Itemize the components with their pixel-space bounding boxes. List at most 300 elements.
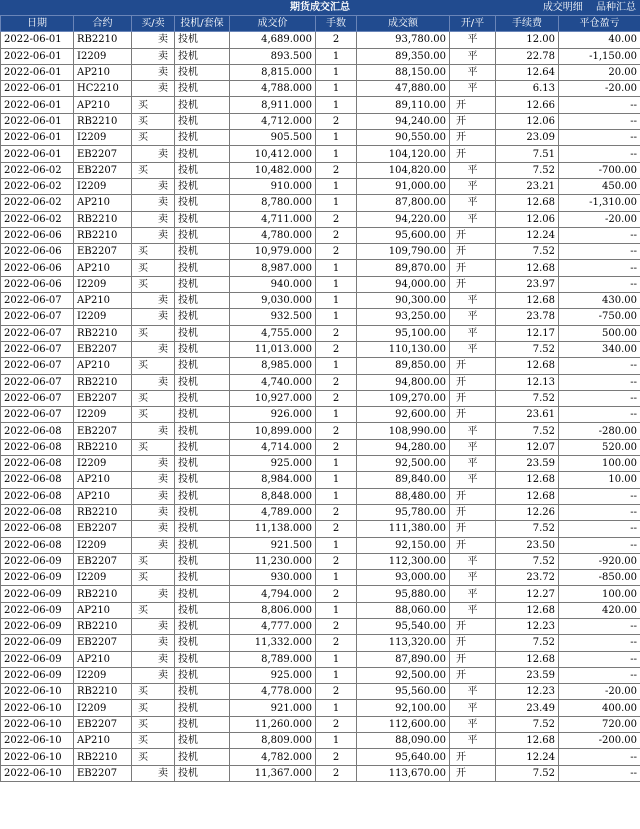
open-close-cell: 平 xyxy=(450,293,496,309)
date-cell: 2022-06-09 xyxy=(1,667,74,683)
open-close-cell: 平 xyxy=(450,325,496,341)
amount-cell: 88,060.00 xyxy=(357,602,450,618)
hedge-cell: 投机 xyxy=(175,749,230,765)
price-cell: 4,794.000 xyxy=(230,586,316,602)
amount-cell: 104,120.00 xyxy=(357,146,450,162)
fee-cell: 12.64 xyxy=(496,64,559,80)
col-amount[interactable]: 成交额 xyxy=(357,16,450,32)
lots-cell: 1 xyxy=(316,276,357,292)
price-cell: 905.500 xyxy=(230,130,316,146)
date-cell: 2022-06-01 xyxy=(1,32,74,48)
amount-cell: 93,000.00 xyxy=(357,570,450,586)
lots-cell: 1 xyxy=(316,667,357,683)
direction-cell: 买 xyxy=(132,553,175,569)
table-row[interactable] xyxy=(1,456,640,472)
table-row[interactable] xyxy=(1,537,640,553)
lots-cell: 2 xyxy=(316,553,357,569)
open-close-cell: 平 xyxy=(450,32,496,48)
lots-cell: 2 xyxy=(316,325,357,341)
contract-cell: I2209 xyxy=(74,537,132,553)
product-summary-link[interactable]: 品种汇总 xyxy=(596,2,636,13)
hedge-cell: 投机 xyxy=(175,553,230,569)
hedge-cell: 投机 xyxy=(175,227,230,243)
col-direction[interactable]: 买/卖 xyxy=(132,16,175,32)
col-price[interactable]: 成交价 xyxy=(230,16,316,32)
table-row[interactable] xyxy=(1,260,640,276)
pnl-cell: -- xyxy=(559,635,640,651)
table-row[interactable] xyxy=(1,374,640,390)
direction-cell: 卖 xyxy=(132,537,175,553)
hedge-cell: 投机 xyxy=(175,488,230,504)
contract-cell: I2209 xyxy=(74,309,132,325)
direction-cell: 买 xyxy=(132,130,175,146)
contract-cell: AP210 xyxy=(74,358,132,374)
contract-cell: I2209 xyxy=(74,570,132,586)
table-row[interactable] xyxy=(1,81,640,97)
price-cell: 11,260.000 xyxy=(230,716,316,732)
pnl-cell: 40.00 xyxy=(559,32,640,48)
date-cell: 2022-06-07 xyxy=(1,358,74,374)
open-close-cell: 平 xyxy=(450,456,496,472)
hedge-cell: 投机 xyxy=(175,97,230,113)
direction-cell: 卖 xyxy=(132,521,175,537)
hedge-cell: 投机 xyxy=(175,211,230,227)
col-date[interactable]: 日期 xyxy=(1,16,74,32)
pnl-cell: -- xyxy=(559,765,640,781)
open-close-cell: 平 xyxy=(450,211,496,227)
direction-cell: 卖 xyxy=(132,195,175,211)
price-cell: 10,412.000 xyxy=(230,146,316,162)
table-row[interactable] xyxy=(1,146,640,162)
direction-cell: 卖 xyxy=(132,146,175,162)
fee-cell: 23.50 xyxy=(496,537,559,553)
table-row[interactable] xyxy=(1,716,640,732)
hedge-cell: 投机 xyxy=(175,341,230,357)
direction-cell: 卖 xyxy=(132,293,175,309)
price-cell: 4,789.000 xyxy=(230,504,316,520)
date-cell: 2022-06-08 xyxy=(1,488,74,504)
open-close-cell: 开 xyxy=(450,651,496,667)
contract-cell: RB2210 xyxy=(74,32,132,48)
direction-cell: 卖 xyxy=(132,81,175,97)
col-contract[interactable]: 合约 xyxy=(74,16,132,32)
open-close-cell: 开 xyxy=(450,488,496,504)
hedge-cell: 投机 xyxy=(175,684,230,700)
open-close-cell: 开 xyxy=(450,504,496,520)
amount-cell: 87,890.00 xyxy=(357,651,450,667)
amount-cell: 89,110.00 xyxy=(357,97,450,113)
table-row[interactable] xyxy=(1,651,640,667)
open-close-cell: 开 xyxy=(450,130,496,146)
table-row[interactable] xyxy=(1,667,640,683)
contract-cell: RB2210 xyxy=(74,325,132,341)
amount-cell: 90,550.00 xyxy=(357,130,450,146)
contract-cell: HC2210 xyxy=(74,81,132,97)
pnl-cell: -- xyxy=(559,504,640,520)
fee-cell: 12.68 xyxy=(496,733,559,749)
table-row[interactable] xyxy=(1,32,640,48)
contract-cell: AP210 xyxy=(74,602,132,618)
table-row[interactable] xyxy=(1,113,640,129)
table-row[interactable] xyxy=(1,195,640,211)
price-cell: 4,711.000 xyxy=(230,211,316,227)
table-row[interactable] xyxy=(1,749,640,765)
lots-cell: 1 xyxy=(316,130,357,146)
table-row[interactable] xyxy=(1,504,640,520)
lots-cell: 2 xyxy=(316,244,357,260)
contract-cell: AP210 xyxy=(74,651,132,667)
date-cell: 2022-06-07 xyxy=(1,374,74,390)
hedge-cell: 投机 xyxy=(175,130,230,146)
open-close-cell: 平 xyxy=(450,733,496,749)
price-cell: 11,332.000 xyxy=(230,635,316,651)
open-close-cell: 平 xyxy=(450,341,496,357)
lots-cell: 2 xyxy=(316,504,357,520)
price-cell: 4,788.000 xyxy=(230,81,316,97)
pnl-cell: -- xyxy=(559,537,640,553)
amount-cell: 88,090.00 xyxy=(357,733,450,749)
date-cell: 2022-06-01 xyxy=(1,81,74,97)
direction-cell: 买 xyxy=(132,602,175,618)
price-cell: 10,899.000 xyxy=(230,423,316,439)
table-row[interactable] xyxy=(1,309,640,325)
amount-cell: 109,790.00 xyxy=(357,244,450,260)
hedge-cell: 投机 xyxy=(175,667,230,683)
pnl-cell: -700.00 xyxy=(559,162,640,178)
hedge-cell: 投机 xyxy=(175,521,230,537)
date-cell: 2022-06-02 xyxy=(1,178,74,194)
direction-cell: 卖 xyxy=(132,504,175,520)
amount-cell: 92,100.00 xyxy=(357,700,450,716)
contract-cell: I2209 xyxy=(74,456,132,472)
contract-cell: RB2210 xyxy=(74,227,132,243)
contract-cell: EB2207 xyxy=(74,146,132,162)
direction-cell: 买 xyxy=(132,700,175,716)
date-cell: 2022-06-08 xyxy=(1,456,74,472)
title-bar xyxy=(0,0,640,15)
table-row[interactable] xyxy=(1,733,640,749)
fee-cell: 7.52 xyxy=(496,162,559,178)
open-close-cell: 开 xyxy=(450,521,496,537)
table-row[interactable] xyxy=(1,472,640,488)
lots-cell: 2 xyxy=(316,765,357,781)
amount-cell: 108,990.00 xyxy=(357,423,450,439)
col-open-close[interactable]: 开/平 xyxy=(450,16,496,32)
open-close-cell: 平 xyxy=(450,48,496,64)
pnl-cell: -- xyxy=(559,618,640,634)
direction-cell: 卖 xyxy=(132,651,175,667)
table-row[interactable] xyxy=(1,48,640,64)
table-row[interactable] xyxy=(1,423,640,439)
pnl-cell: -920.00 xyxy=(559,553,640,569)
lots-cell: 1 xyxy=(316,293,357,309)
contract-cell: AP210 xyxy=(74,488,132,504)
pnl-cell: -- xyxy=(559,651,640,667)
hedge-cell: 投机 xyxy=(175,162,230,178)
direction-cell: 卖 xyxy=(132,765,175,781)
open-close-cell: 开 xyxy=(450,765,496,781)
price-cell: 8,985.000 xyxy=(230,358,316,374)
fee-cell: 12.68 xyxy=(496,195,559,211)
price-cell: 4,778.000 xyxy=(230,684,316,700)
direction-cell: 买 xyxy=(132,407,175,423)
amount-cell: 89,850.00 xyxy=(357,358,450,374)
table-row[interactable] xyxy=(1,244,640,260)
contract-cell: I2209 xyxy=(74,48,132,64)
lots-cell: 2 xyxy=(316,749,357,765)
contract-cell: EB2207 xyxy=(74,635,132,651)
pnl-cell: 720.00 xyxy=(559,716,640,732)
contract-cell: RB2210 xyxy=(74,113,132,129)
table-row[interactable] xyxy=(1,341,640,357)
amount-cell: 92,500.00 xyxy=(357,667,450,683)
fee-cell: 7.52 xyxy=(496,765,559,781)
table-row[interactable] xyxy=(1,765,640,781)
direction-cell: 卖 xyxy=(132,227,175,243)
table-row[interactable] xyxy=(1,293,640,309)
hedge-cell: 投机 xyxy=(175,716,230,732)
lots-cell: 1 xyxy=(316,260,357,276)
direction-cell: 买 xyxy=(132,358,175,374)
hedge-cell: 投机 xyxy=(175,651,230,667)
fee-cell: 12.13 xyxy=(496,374,559,390)
amount-cell: 113,670.00 xyxy=(357,765,450,781)
table-row[interactable] xyxy=(1,570,640,586)
table-row[interactable] xyxy=(1,178,640,194)
pnl-cell: 400.00 xyxy=(559,700,640,716)
date-cell: 2022-06-02 xyxy=(1,195,74,211)
direction-cell: 卖 xyxy=(132,211,175,227)
amount-cell: 47,880.00 xyxy=(357,81,450,97)
pnl-cell: -850.00 xyxy=(559,570,640,586)
open-close-cell: 开 xyxy=(450,390,496,406)
fee-cell: 7.52 xyxy=(496,390,559,406)
open-close-cell: 平 xyxy=(450,716,496,732)
hedge-cell: 投机 xyxy=(175,64,230,80)
amount-cell: 112,600.00 xyxy=(357,716,450,732)
pnl-cell: 520.00 xyxy=(559,439,640,455)
contract-cell: RB2210 xyxy=(74,684,132,700)
open-close-cell: 开 xyxy=(450,749,496,765)
pnl-cell: 10.00 xyxy=(559,472,640,488)
lots-cell: 2 xyxy=(316,618,357,634)
amount-cell: 95,100.00 xyxy=(357,325,450,341)
hedge-cell: 投机 xyxy=(175,260,230,276)
price-cell: 8,987.000 xyxy=(230,260,316,276)
amount-cell: 94,240.00 xyxy=(357,113,450,129)
hedge-cell: 投机 xyxy=(175,618,230,634)
col-hedge-type[interactable]: 投机/套保 xyxy=(175,16,230,32)
price-cell: 8,848.000 xyxy=(230,488,316,504)
table-row[interactable] xyxy=(1,358,640,374)
amount-cell: 95,780.00 xyxy=(357,504,450,520)
contract-cell: EB2207 xyxy=(74,162,132,178)
amount-cell: 89,870.00 xyxy=(357,260,450,276)
direction-cell: 卖 xyxy=(132,178,175,194)
contract-cell: RB2210 xyxy=(74,504,132,520)
fee-cell: 12.68 xyxy=(496,358,559,374)
contract-cell: I2209 xyxy=(74,667,132,683)
date-cell: 2022-06-01 xyxy=(1,146,74,162)
contract-cell: RB2210 xyxy=(74,586,132,602)
table-row[interactable] xyxy=(1,325,640,341)
table-row[interactable] xyxy=(1,390,640,406)
table-row[interactable] xyxy=(1,227,640,243)
table-row[interactable] xyxy=(1,684,640,700)
fee-cell: 7.52 xyxy=(496,341,559,357)
direction-cell: 买 xyxy=(132,749,175,765)
fee-cell: 12.68 xyxy=(496,472,559,488)
lots-cell: 2 xyxy=(316,684,357,700)
col-fee[interactable]: 手续费 xyxy=(496,16,559,32)
pnl-cell: -- xyxy=(559,130,640,146)
hedge-cell: 投机 xyxy=(175,325,230,341)
hedge-cell: 投机 xyxy=(175,178,230,194)
pnl-cell: -- xyxy=(559,374,640,390)
open-close-cell: 平 xyxy=(450,195,496,211)
amount-cell: 110,130.00 xyxy=(357,341,450,357)
amount-cell: 92,600.00 xyxy=(357,407,450,423)
hedge-cell: 投机 xyxy=(175,635,230,651)
hedge-cell: 投机 xyxy=(175,276,230,292)
hedge-cell: 投机 xyxy=(175,765,230,781)
direction-cell: 卖 xyxy=(132,618,175,634)
col-pnl[interactable]: 平仓盈亏 xyxy=(559,16,640,32)
lots-cell: 2 xyxy=(316,113,357,129)
fee-cell: 6.13 xyxy=(496,81,559,97)
pnl-cell: -- xyxy=(559,227,640,243)
price-cell: 8,984.000 xyxy=(230,472,316,488)
table-row[interactable] xyxy=(1,211,640,227)
fee-cell: 12.66 xyxy=(496,97,559,113)
contract-cell: RB2210 xyxy=(74,618,132,634)
amount-cell: 95,560.00 xyxy=(357,684,450,700)
fee-cell: 12.68 xyxy=(496,260,559,276)
price-cell: 8,780.000 xyxy=(230,195,316,211)
amount-cell: 90,300.00 xyxy=(357,293,450,309)
fee-cell: 23.78 xyxy=(496,309,559,325)
price-cell: 11,138.000 xyxy=(230,521,316,537)
fee-cell: 12.68 xyxy=(496,602,559,618)
direction-cell: 卖 xyxy=(132,456,175,472)
price-cell: 8,911.000 xyxy=(230,97,316,113)
lots-cell: 1 xyxy=(316,97,357,113)
trade-summary-table xyxy=(0,15,640,782)
date-cell: 2022-06-07 xyxy=(1,293,74,309)
pnl-cell: -- xyxy=(559,488,640,504)
open-close-cell: 平 xyxy=(450,439,496,455)
date-cell: 2022-06-10 xyxy=(1,716,74,732)
contract-cell: AP210 xyxy=(74,97,132,113)
contract-cell: I2209 xyxy=(74,178,132,194)
date-cell: 2022-06-10 xyxy=(1,765,74,781)
pnl-cell: -20.00 xyxy=(559,81,640,97)
table-row[interactable] xyxy=(1,700,640,716)
fee-cell: 12.24 xyxy=(496,749,559,765)
lots-cell: 2 xyxy=(316,586,357,602)
contract-cell: EB2207 xyxy=(74,765,132,781)
fee-cell: 23.61 xyxy=(496,407,559,423)
date-cell: 2022-06-09 xyxy=(1,570,74,586)
table-row[interactable] xyxy=(1,162,640,178)
pnl-cell: -1,150.00 xyxy=(559,48,640,64)
table-row[interactable] xyxy=(1,618,640,634)
lots-cell: 1 xyxy=(316,64,357,80)
fee-cell: 7.52 xyxy=(496,423,559,439)
lots-cell: 1 xyxy=(316,358,357,374)
table-row[interactable] xyxy=(1,97,640,113)
hedge-cell: 投机 xyxy=(175,293,230,309)
pnl-cell: 20.00 xyxy=(559,64,640,80)
price-cell: 932.500 xyxy=(230,309,316,325)
contract-cell: AP210 xyxy=(74,195,132,211)
page-title: 期货成交汇总 xyxy=(290,2,350,13)
lots-cell: 1 xyxy=(316,146,357,162)
open-close-cell: 平 xyxy=(450,178,496,194)
lots-cell: 2 xyxy=(316,211,357,227)
table-row[interactable] xyxy=(1,276,640,292)
trade-detail-link[interactable]: 成交明细 xyxy=(542,2,583,13)
table-row[interactable] xyxy=(1,586,640,602)
hedge-cell: 投机 xyxy=(175,390,230,406)
hedge-cell: 投机 xyxy=(175,146,230,162)
table-row[interactable] xyxy=(1,130,640,146)
direction-cell: 买 xyxy=(132,276,175,292)
table-row[interactable] xyxy=(1,64,640,80)
date-cell: 2022-06-07 xyxy=(1,325,74,341)
amount-cell: 95,880.00 xyxy=(357,586,450,602)
price-cell: 925.000 xyxy=(230,667,316,683)
direction-cell: 卖 xyxy=(132,374,175,390)
hedge-cell: 投机 xyxy=(175,733,230,749)
direction-cell: 卖 xyxy=(132,667,175,683)
table-row[interactable] xyxy=(1,553,640,569)
open-close-cell: 开 xyxy=(450,276,496,292)
amount-cell: 94,220.00 xyxy=(357,211,450,227)
direction-cell: 买 xyxy=(132,260,175,276)
fee-cell: 7.52 xyxy=(496,244,559,260)
lots-cell: 2 xyxy=(316,635,357,651)
table-row[interactable] xyxy=(1,521,640,537)
lots-cell: 2 xyxy=(316,390,357,406)
col-lots[interactable]: 手数 xyxy=(316,16,357,32)
price-cell: 8,815.000 xyxy=(230,64,316,80)
amount-cell: 93,780.00 xyxy=(357,32,450,48)
amount-cell: 92,150.00 xyxy=(357,537,450,553)
amount-cell: 89,840.00 xyxy=(357,472,450,488)
hedge-cell: 投机 xyxy=(175,472,230,488)
hedge-cell: 投机 xyxy=(175,358,230,374)
direction-cell: 买 xyxy=(132,113,175,129)
table-row[interactable] xyxy=(1,407,640,423)
pnl-cell: -- xyxy=(559,113,640,129)
hedge-cell: 投机 xyxy=(175,700,230,716)
contract-cell: RB2210 xyxy=(74,749,132,765)
table-row[interactable] xyxy=(1,635,640,651)
fee-cell: 12.06 xyxy=(496,211,559,227)
table-row[interactable] xyxy=(1,439,640,455)
pnl-cell: 420.00 xyxy=(559,602,640,618)
open-close-cell: 开 xyxy=(450,260,496,276)
direction-cell: 买 xyxy=(132,390,175,406)
table-row[interactable] xyxy=(1,488,640,504)
fee-cell: 22.78 xyxy=(496,48,559,64)
hedge-cell: 投机 xyxy=(175,537,230,553)
lots-cell: 2 xyxy=(316,162,357,178)
fee-cell: 12.07 xyxy=(496,439,559,455)
contract-cell: AP210 xyxy=(74,733,132,749)
table-row[interactable] xyxy=(1,602,640,618)
